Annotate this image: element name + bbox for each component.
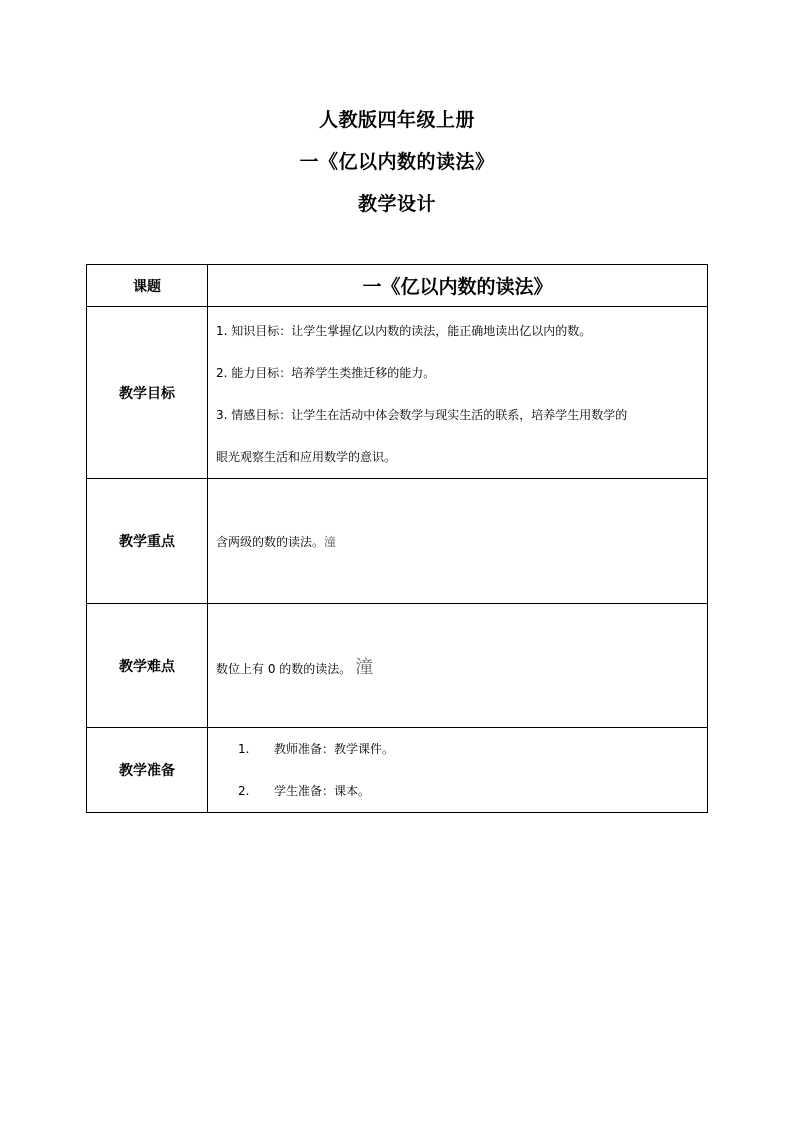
document-subtitle: 教学设计 — [357, 193, 436, 215]
table-row — [87, 479, 708, 604]
lesson-plan-table — [86, 264, 708, 813]
objectives-label: 教学目标 — [87, 307, 208, 479]
list-number: 1. — [238, 742, 250, 756]
table-row — [87, 604, 708, 728]
list-text: 学生准备：课本。 — [274, 784, 371, 798]
list-number: 2. — [238, 784, 250, 798]
list-item — [216, 770, 707, 812]
list-text: 教师准备：教学课件。 — [274, 742, 395, 756]
list-item — [216, 728, 707, 770]
objective-item: 3. 情感目标：让学生在活动中体会数学与现实生活的联系，培养学生用数学的 — [216, 408, 628, 422]
subject-value: 一《亿以内数的读法》 — [208, 265, 708, 307]
subject-label: 课题 — [87, 265, 208, 307]
preparation-label: 教学准备 — [87, 728, 208, 813]
table-row — [87, 265, 708, 307]
key-point-label: 教学重点 — [87, 479, 208, 604]
objectives-cell — [208, 307, 708, 479]
objective-item: 1. 知识目标：让学生掌握亿以内数的读法，能正确地读出亿以内的数。 — [216, 324, 592, 338]
preparation-cell — [208, 728, 708, 813]
difficulty-label: 教学难点 — [87, 604, 208, 728]
objective-item: 眼光观察生活和应用数学的意识。 — [216, 450, 397, 464]
document-title: 人教版四年级上册 — [318, 109, 475, 131]
difficulty-cell — [208, 604, 708, 728]
key-point-cell — [208, 479, 708, 604]
table-row — [87, 307, 708, 479]
table-row — [87, 728, 708, 813]
key-point-text: 含两级的数的读法。 — [216, 534, 325, 549]
objective-item: 2. 能力目标：培养学生类推迁移的能力。 — [216, 366, 436, 380]
difficulty-mark: 潼 — [355, 656, 374, 678]
key-point-mark: 潼 — [324, 534, 337, 549]
lesson-title: 一《亿以内数的读法》 — [299, 151, 495, 173]
difficulty-text: 数位上有 0 的数的读法。 — [216, 661, 352, 676]
